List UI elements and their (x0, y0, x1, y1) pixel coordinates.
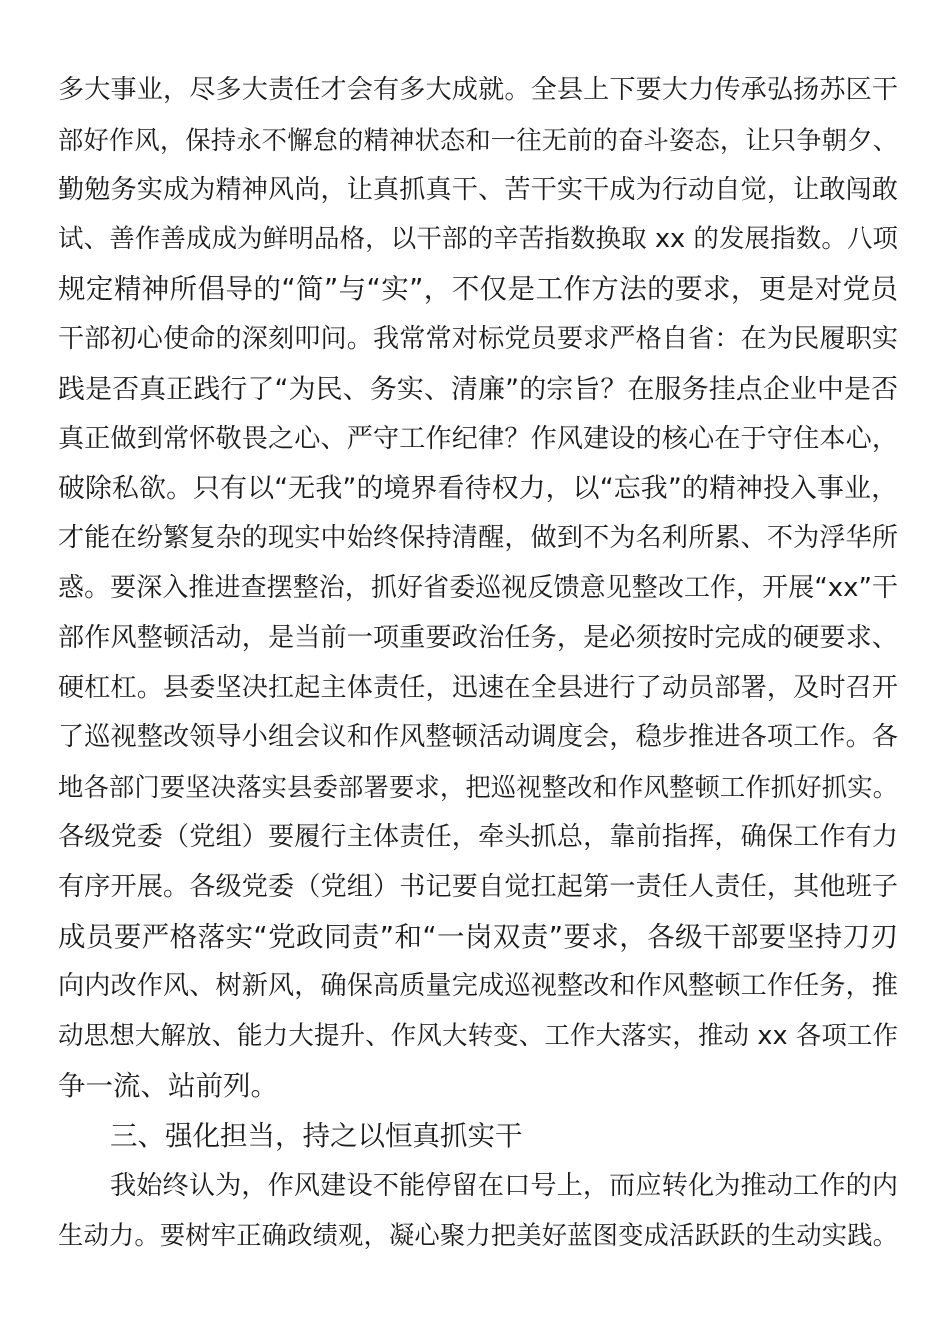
text-line: 我始终认为，作风建设不能停留在口号上，而应转化为推动工作的内 (110, 1170, 898, 1201)
text-line: 多大事业，尽多大责任才会有多大成就。全县上下要大力传承弘扬苏区干 (58, 75, 898, 105)
text-line: 干部初心使命的深刻叩问。我常常对标党员要求严格自省：在为民履职实 (58, 323, 898, 354)
text-line: 惑。要深入推进查摆整治，抓好省委巡视反馈意见整改工作，开展“xx”干 (58, 572, 898, 603)
text-line: 部好作风，保持永不懈怠的精神状态和一往无前的奋斗姿态，让只争朝夕、 (58, 124, 898, 155)
text-line: 有序开展。各级党委（党组）书记要自觉扛起第一责任人责任，其他班子 (58, 871, 898, 902)
text-line: 试、善作善成成为鲜明品格，以干部的辛苦指数换取 xx 的发展指数。八项 (58, 224, 898, 255)
text-line: 动思想大解放、能力大提升、作风大转变、工作大落实，推动 xx 各项工作 (58, 1021, 898, 1052)
text-line: 真正做到常怀敬畏之心、严守工作纪律？作风建设的核心在于守住本心， (58, 423, 898, 454)
text-line: 规定精神所倡导的“简”与“实”，不仅是工作方法的要求，更是对党员 (58, 273, 898, 306)
text-line: 践是否真正践行了“为民、务实、清廉”的宗旨？在服务挂点企业中是否 (58, 373, 898, 405)
text-line: 才能在纷繁复杂的现实中始终保持清醒，做到不为名利所累、不为浮华所 (58, 523, 898, 554)
section-heading: 三、强化担当，持之以恒真抓实干 (110, 1119, 523, 1152)
text-line: 各级党委（党组）要履行主体责任，牵头抓总，靠前指挥，确保工作有力 (58, 821, 898, 852)
text-line: 向内改作风、树新风，确保高质量完成巡视整改和作风整顿工作任务，推 (58, 971, 898, 1002)
text-line: 成员要严格落实“党政同责”和“一岗双责”要求，各级干部要坚持刀刃 (58, 920, 898, 953)
text-line: 硬杠杠。县委坚决扛起主体责任，迅速在全县进行了动员部署，及时召开 (58, 672, 898, 703)
body-text (58, 66, 898, 1261)
text-line: 了巡视整改领导小组会议和作风整顿活动调度会，稳步推进各项工作。各 (58, 722, 898, 753)
text-line: 生动力。要树牢正确政绩观，凝心聚力把美好蓝图变成活跃跃的生动实践。 (58, 1220, 898, 1251)
text-line: 勤勉务实成为精神风尚，让真抓真干、苦干实干成为行动自觉，让敢闯敢 (58, 174, 898, 205)
text-line: 地各部门要坚决落实县委部署要求，把巡视整改和作风整顿工作抓好抓实。 (58, 772, 898, 803)
text-line: 部作风整顿活动，是当前一项重要政治任务，是必须按时完成的硬要求、 (58, 622, 898, 653)
text-line: 争一流、站前列。 (58, 1069, 278, 1102)
text-line: 破除私欲。只有以“无我”的境界看待权力，以“忘我”的精神投入事业， (58, 473, 898, 505)
